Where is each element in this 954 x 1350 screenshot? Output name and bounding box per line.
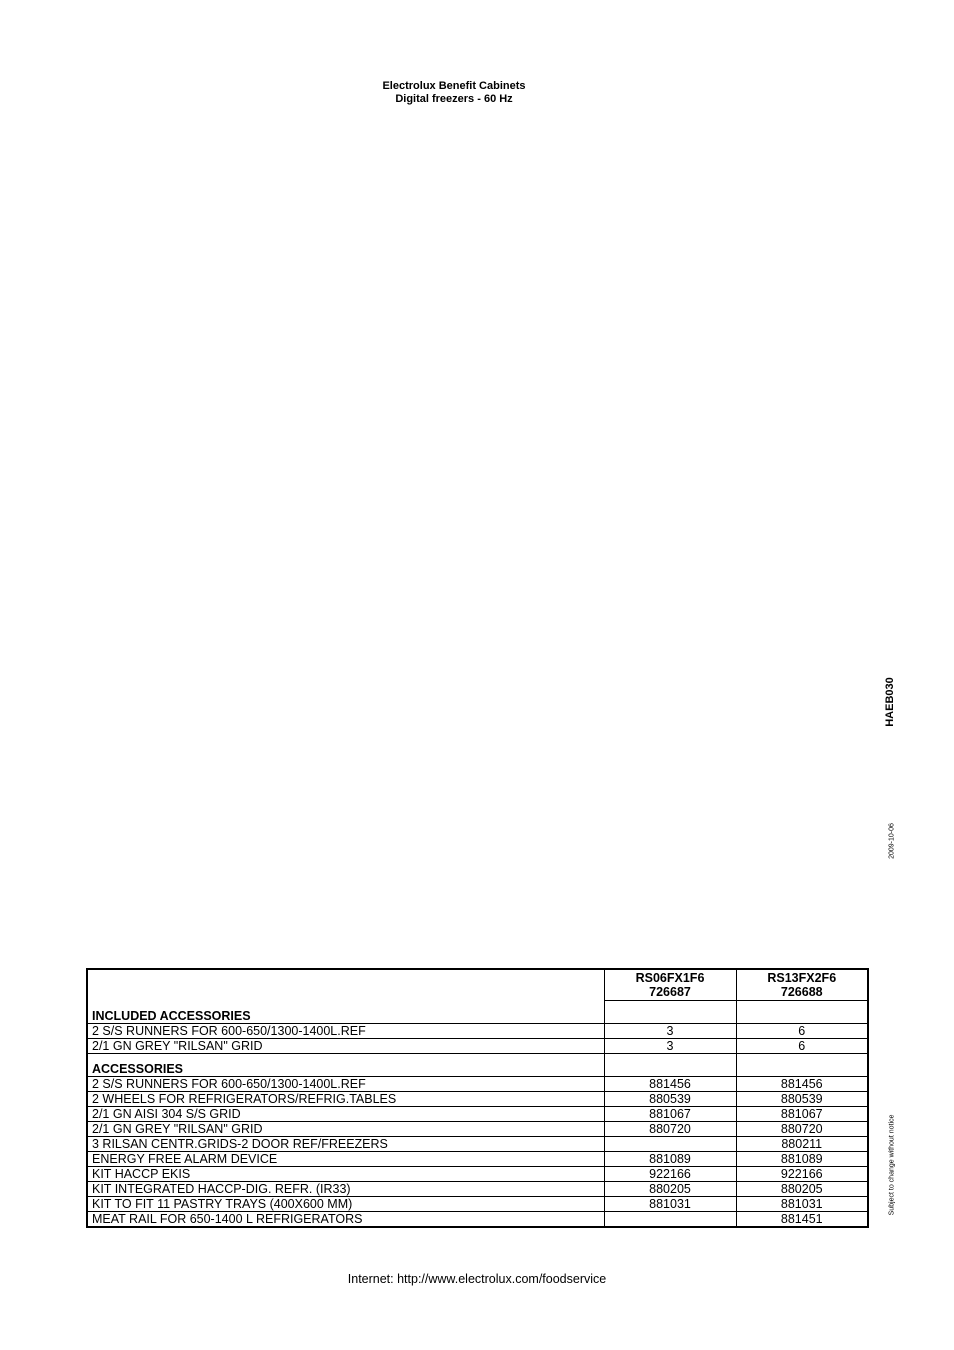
value-model-2: 881451: [736, 1212, 868, 1228]
accessory-name: KIT INTEGRATED HACCP-DIG. REFR. (IR33): [87, 1182, 604, 1197]
accessory-name: KIT HACCP EKIS: [87, 1167, 604, 1182]
section-empty-cell: [604, 1001, 736, 1024]
table-row: [87, 1122, 868, 1137]
table-row: [87, 1039, 868, 1054]
value-model-1: 880205: [604, 1182, 736, 1197]
value-model-1: 3: [604, 1024, 736, 1039]
table-row: [87, 1167, 868, 1182]
value-model-1: [604, 1212, 736, 1228]
model-name: RS06FX1F6: [635, 971, 705, 985]
value-model-1: 881067: [604, 1107, 736, 1122]
section-title: ACCESSORIES: [87, 1054, 604, 1077]
value-model-2: 880539: [736, 1092, 868, 1107]
value-model-1: 3: [604, 1039, 736, 1054]
accessory-name: 2/1 GN AISI 304 S/S GRID: [87, 1107, 604, 1122]
accessory-name: 2 S/S RUNNERS FOR 600-650/1300-1400L.REF: [87, 1077, 604, 1092]
page-header: [0, 80, 908, 106]
value-model-2: 880720: [736, 1122, 868, 1137]
value-model-2: 881089: [736, 1152, 868, 1167]
value-model-2: 881067: [736, 1107, 868, 1122]
value-model-1: [604, 1137, 736, 1152]
section-empty-cell: [736, 1054, 868, 1077]
model-code: 726688: [780, 985, 823, 999]
accessory-name: 2 WHEELS FOR REFRIGERATORS/REFRIG.TABLES: [87, 1092, 604, 1107]
accessory-name: 2/1 GN GREY "RILSAN" GRID: [87, 1039, 604, 1054]
document-date: 2009-10-06: [888, 823, 896, 859]
table-row: [87, 1077, 868, 1092]
section-title: INCLUDED ACCESSORIES: [87, 1001, 604, 1024]
change-notice: Subject to change without notice: [888, 1114, 896, 1216]
value-model-2: 922166: [736, 1167, 868, 1182]
header-blank-cell: [87, 969, 604, 1001]
section-empty-cell: [604, 1054, 736, 1077]
value-model-1: 881456: [604, 1077, 736, 1092]
accessory-name: 3 RILSAN CENTR.GRIDS-2 DOOR REF/FREEZERS: [87, 1137, 604, 1152]
value-model-1: 881089: [604, 1152, 736, 1167]
accessory-name: MEAT RAIL FOR 650-1400 L REFRIGERATORS: [87, 1212, 604, 1228]
footer-url: Internet: http://www.electrolux.com/foodservice: [347, 1272, 607, 1286]
value-model-1: 880539: [604, 1092, 736, 1107]
section-empty-cell: [736, 1001, 868, 1024]
value-model-1: 881031: [604, 1197, 736, 1212]
accessory-name: 2/1 GN GREY "RILSAN" GRID: [87, 1122, 604, 1137]
value-model-1: 880720: [604, 1122, 736, 1137]
table-header-row: [87, 969, 868, 1001]
section-row-accessories: [87, 1054, 868, 1077]
value-model-1: 922166: [604, 1167, 736, 1182]
accessory-name: ENERGY FREE ALARM DEVICE: [87, 1152, 604, 1167]
accessory-name: 2 S/S RUNNERS FOR 600-650/1300-1400L.REF: [87, 1024, 604, 1039]
header-subtitle: Digital freezers - 60 Hz: [395, 93, 513, 105]
value-model-2: 6: [736, 1024, 868, 1039]
model-code: 726687: [649, 985, 691, 999]
value-model-2: 881031: [736, 1197, 868, 1212]
value-model-2: 880211: [736, 1137, 868, 1152]
table-row: [87, 1137, 868, 1152]
table-row: [87, 1182, 868, 1197]
value-model-2: 881456: [736, 1077, 868, 1092]
document-code: HAEB030: [884, 677, 896, 727]
table-row: [87, 1024, 868, 1039]
table-row: [87, 1092, 868, 1107]
table-row: [87, 1197, 868, 1212]
header-title: Electrolux Benefit Cabinets: [382, 80, 526, 92]
table-row: [87, 1152, 868, 1167]
model-name: RS13FX2F6: [767, 971, 837, 985]
table-row: [87, 1212, 868, 1228]
accessory-name: KIT TO FIT 11 PASTRY TRAYS (400X600 MM): [87, 1197, 604, 1212]
column-header-model-1: [604, 969, 736, 1001]
section-row-included: [87, 1001, 868, 1024]
value-model-2: 880205: [736, 1182, 868, 1197]
accessories-table: [86, 968, 869, 1228]
value-model-2: 6: [736, 1039, 868, 1054]
table-row: [87, 1107, 868, 1122]
column-header-model-2: [736, 969, 868, 1001]
